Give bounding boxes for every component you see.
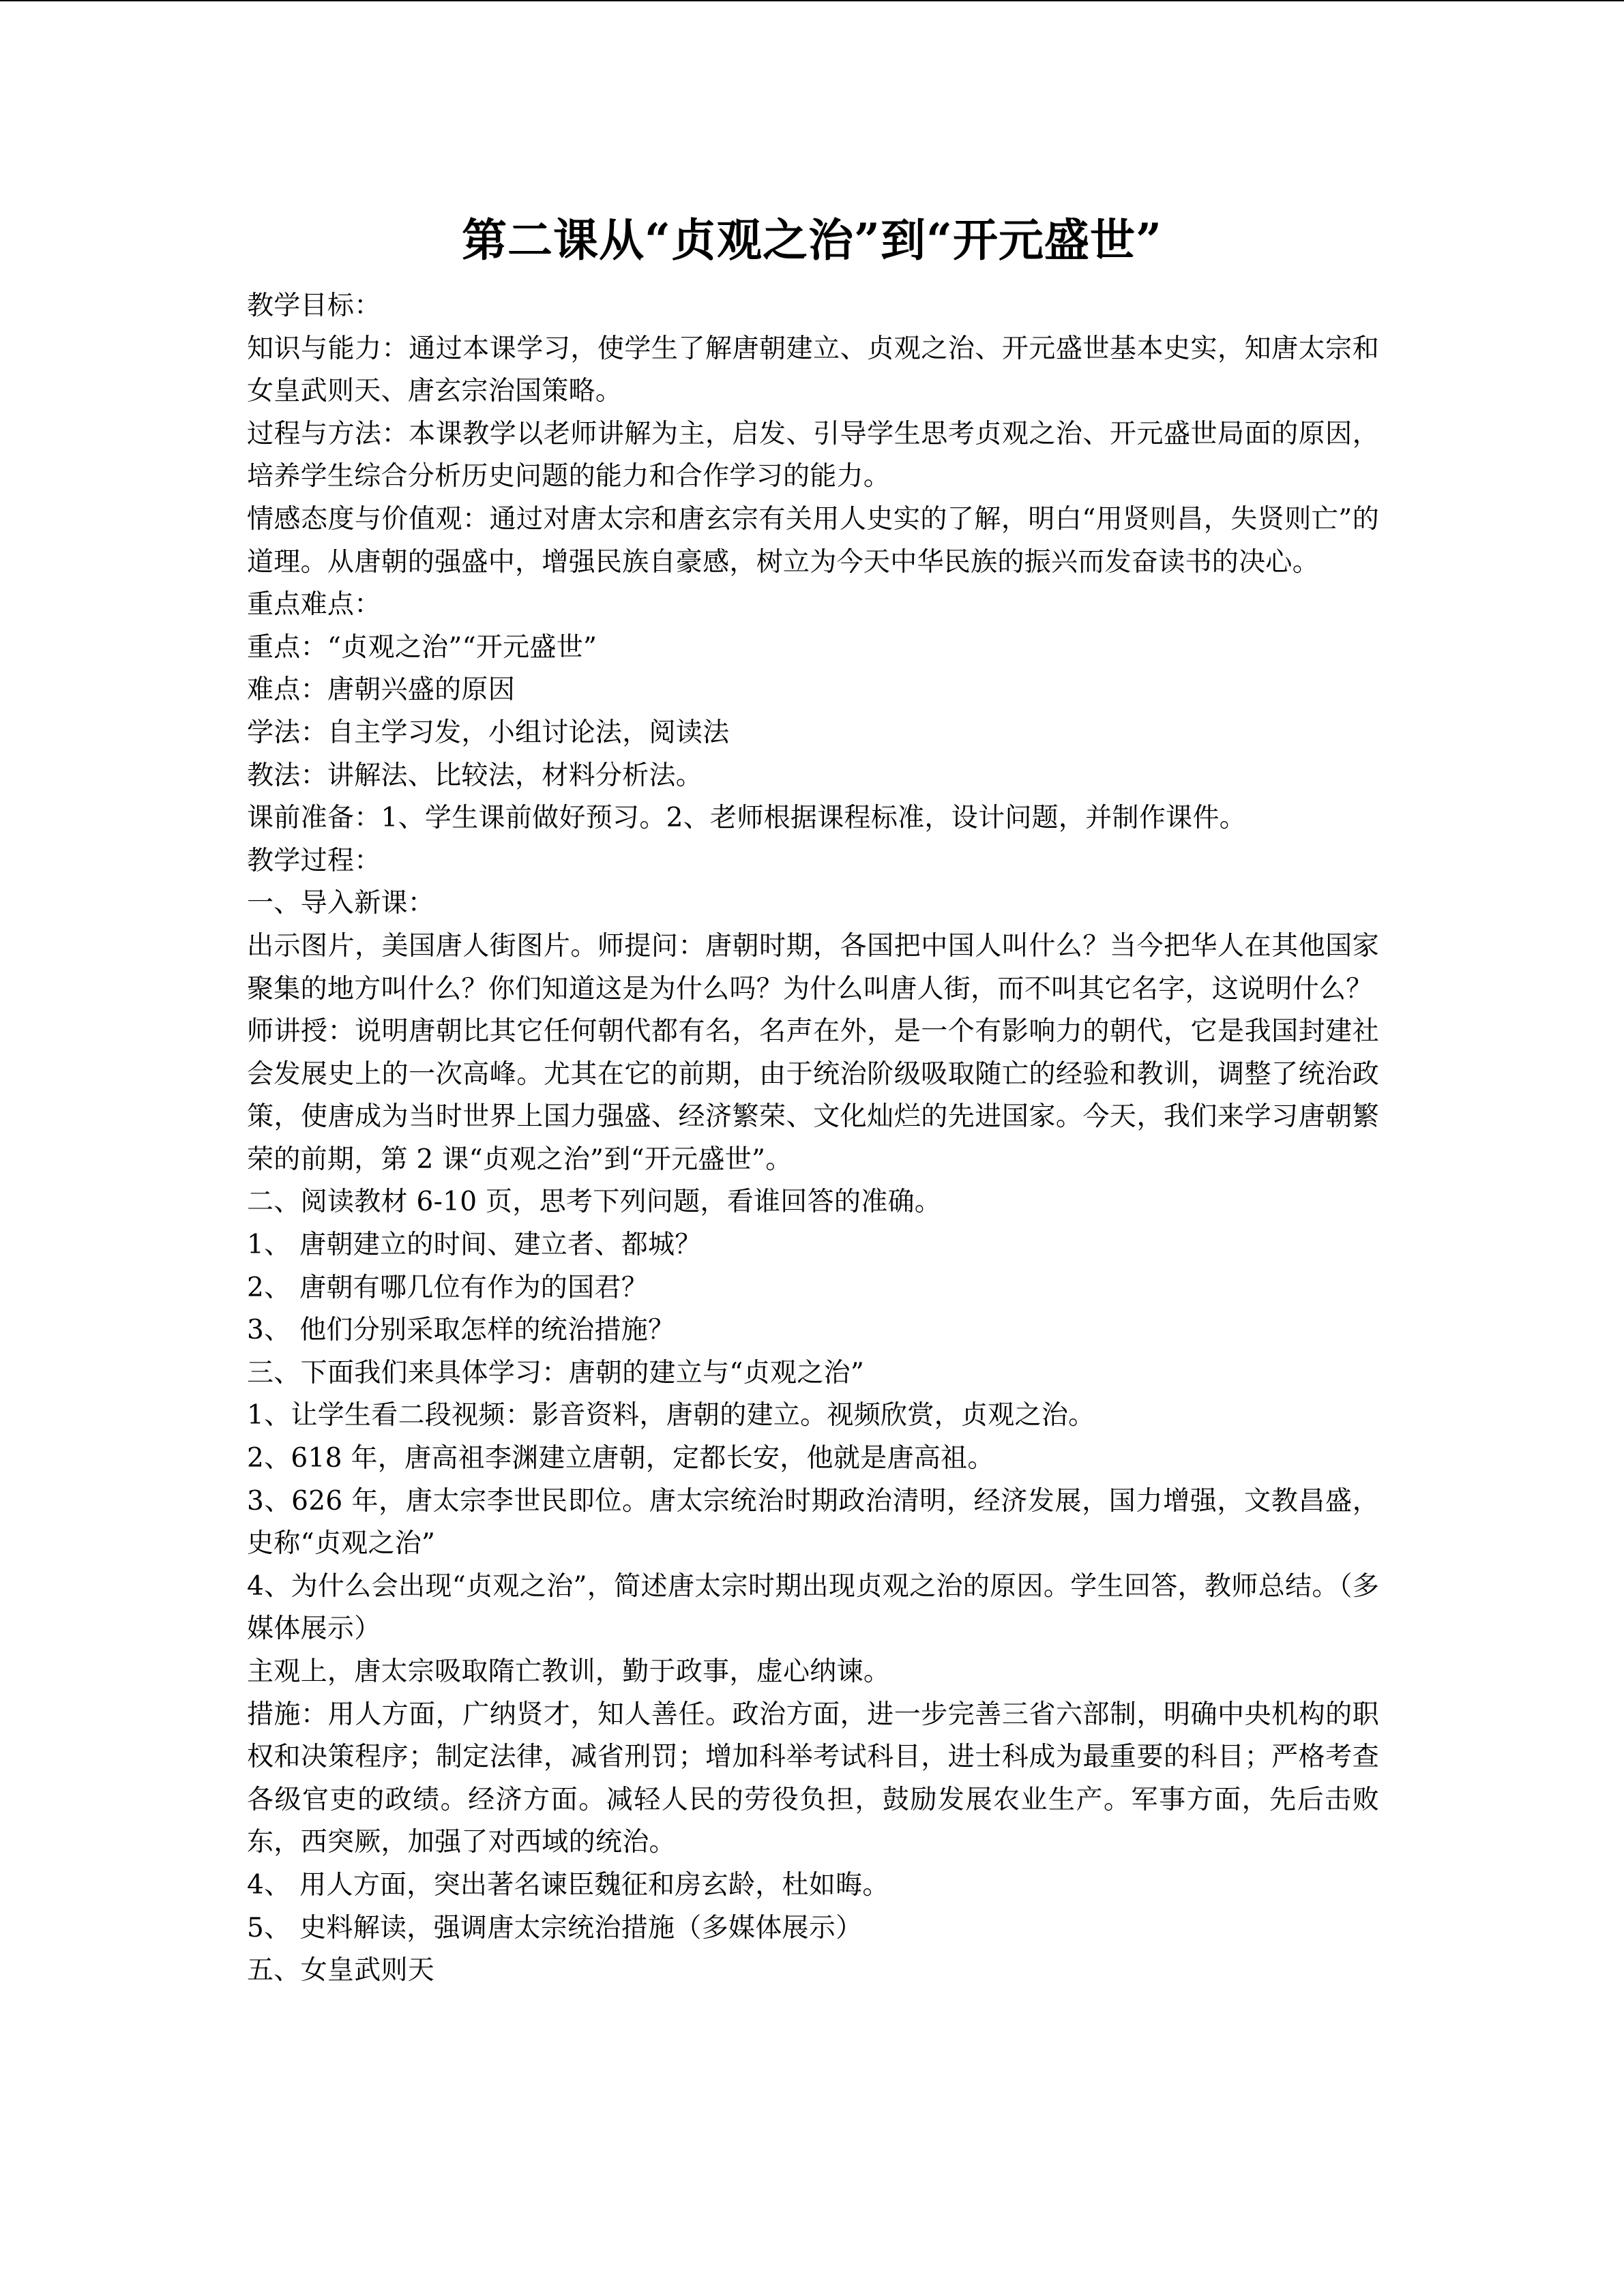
paragraph: 学法：自主学习发，小组讨论法，阅读法 <box>247 717 730 748</box>
paragraph: 情感态度与价值观：通过对唐太宗和唐玄宗有关用人史实的了解，明白“用贤则昌，失贤则亡”的道理。从唐朝的强盛中，增强民族自豪感，树立为今天中华民族的振兴而发奋读书的决心。 <box>247 503 1379 578</box>
document-body <box>247 285 1379 1993</box>
paragraph: 三、下面我们来具体学习：唐朝的建立与“贞观之治” <box>247 1357 865 1388</box>
paragraph: 5、 史料解读，强调唐太宗统治措施（多媒体展示） <box>247 1912 863 1943</box>
paragraph: 二、阅读教材 6-10 页，思考下列问题，看谁回答的准确。 <box>247 1187 942 1218</box>
paragraph: 重点：“贞观之治”“开元盛世” <box>247 631 597 663</box>
paragraph: 知识与能力：通过本课学习，使学生了解唐朝建立、贞观之治、开元盛世基本史实，知唐太宗和女皇武则天、唐玄宗治国策略。 <box>247 333 1379 407</box>
paragraph: 1、 唐朝建立的时间、建立者、都城？ <box>247 1229 702 1261</box>
paragraph: 3、626 年，唐太宗李世民即位。唐太宗统治时期政治清明，经济发展，国力增强，文教昌盛，史称“贞观之治” <box>247 1485 1379 1560</box>
paragraph: 1、让学生看二段视频：影音资料，唐朝的建立。视频欣赏，贞观之治。 <box>247 1400 1095 1431</box>
paragraph: 出示图片，美国唐人街图片。师提问：唐朝时期，各国把中国人叫什么？当今把华人在其他国家聚集的地方叫什么？你们知道这是为什么吗？为什么叫唐人街，而不叫其它名字，这说明什么？ <box>247 930 1379 1004</box>
paragraph: 教法：讲解法、比较法，材料分析法。 <box>247 760 703 791</box>
paragraph: 2、 唐朝有哪几位有作为的国君？ <box>247 1272 649 1303</box>
paragraph: 4、 用人方面，突出著名谏臣魏征和房玄龄，杜如晦。 <box>247 1869 889 1900</box>
paragraph: 重点难点： <box>247 589 381 621</box>
paragraph: 主观上，唐太宗吸取隋亡教训，勤于政事，虚心纳谏。 <box>247 1656 891 1687</box>
paragraph: 4、为什么会出现“贞观之治”，简述唐太宗时期出现贞观之治的原因。学生回答，教师总结。（多媒体展示） <box>247 1570 1379 1645</box>
paragraph: 教学目标： <box>247 290 381 321</box>
paragraph: 一、导入新课： <box>247 888 435 919</box>
paragraph: 3、 他们分别采取怎样的统治措施？ <box>247 1315 675 1346</box>
paragraph: 课前准备：1、学生课前做好预习。2、老师根据课程标准，设计问题，并制作课件。 <box>247 803 1247 834</box>
paragraph: 五、女皇武则天 <box>247 1955 435 1986</box>
paragraph: 难点：唐朝兴盛的原因 <box>247 674 516 706</box>
paragraph: 2、618 年，唐高祖李渊建立唐朝，定都长安，他就是唐高祖。 <box>247 1443 994 1474</box>
paragraph: 师讲授：说明唐朝比其它任何朝代都有名，名声在外，是一个有影响力的朝代，它是我国封建社会发展史上的一次高峰。尤其在它的前期，由于统治阶级吸取随亡的经验和教训，调整了统治政策，使唐成为当时世界上国力强盛、经济繁荣、文化灿烂的先进国家。今天，我们来学习唐朝繁荣的前期，第 2 课“贞观之治”到“开元盛世”。 <box>247 1016 1379 1175</box>
page-title: 第二课从“贞观之治”到“开元盛世” <box>462 213 1162 267</box>
paragraph: 教学过程： <box>247 845 381 876</box>
paragraph: 措施：用人方面，广纳贤才，知人善任。政治方面，进一步完善三省六部制，明确中央机构的职权和决策程序；制定法律，减省刑罚；增加科举考试科目，进士科成为最重要的科目；严格考查各级官吏的政绩。经济方面。减轻人民的劳役负担，鼓励发展农业生产。军事方面，先后击败东，西突厥，加强了对西域的统治。 <box>247 1699 1379 1858</box>
paragraph: 过程与方法：本课教学以老师讲解为主，启发、引导学生思考贞观之治、开元盛世局面的原因，培养学生综合分析历史问题的能力和合作学习的能力。 <box>247 418 1379 492</box>
